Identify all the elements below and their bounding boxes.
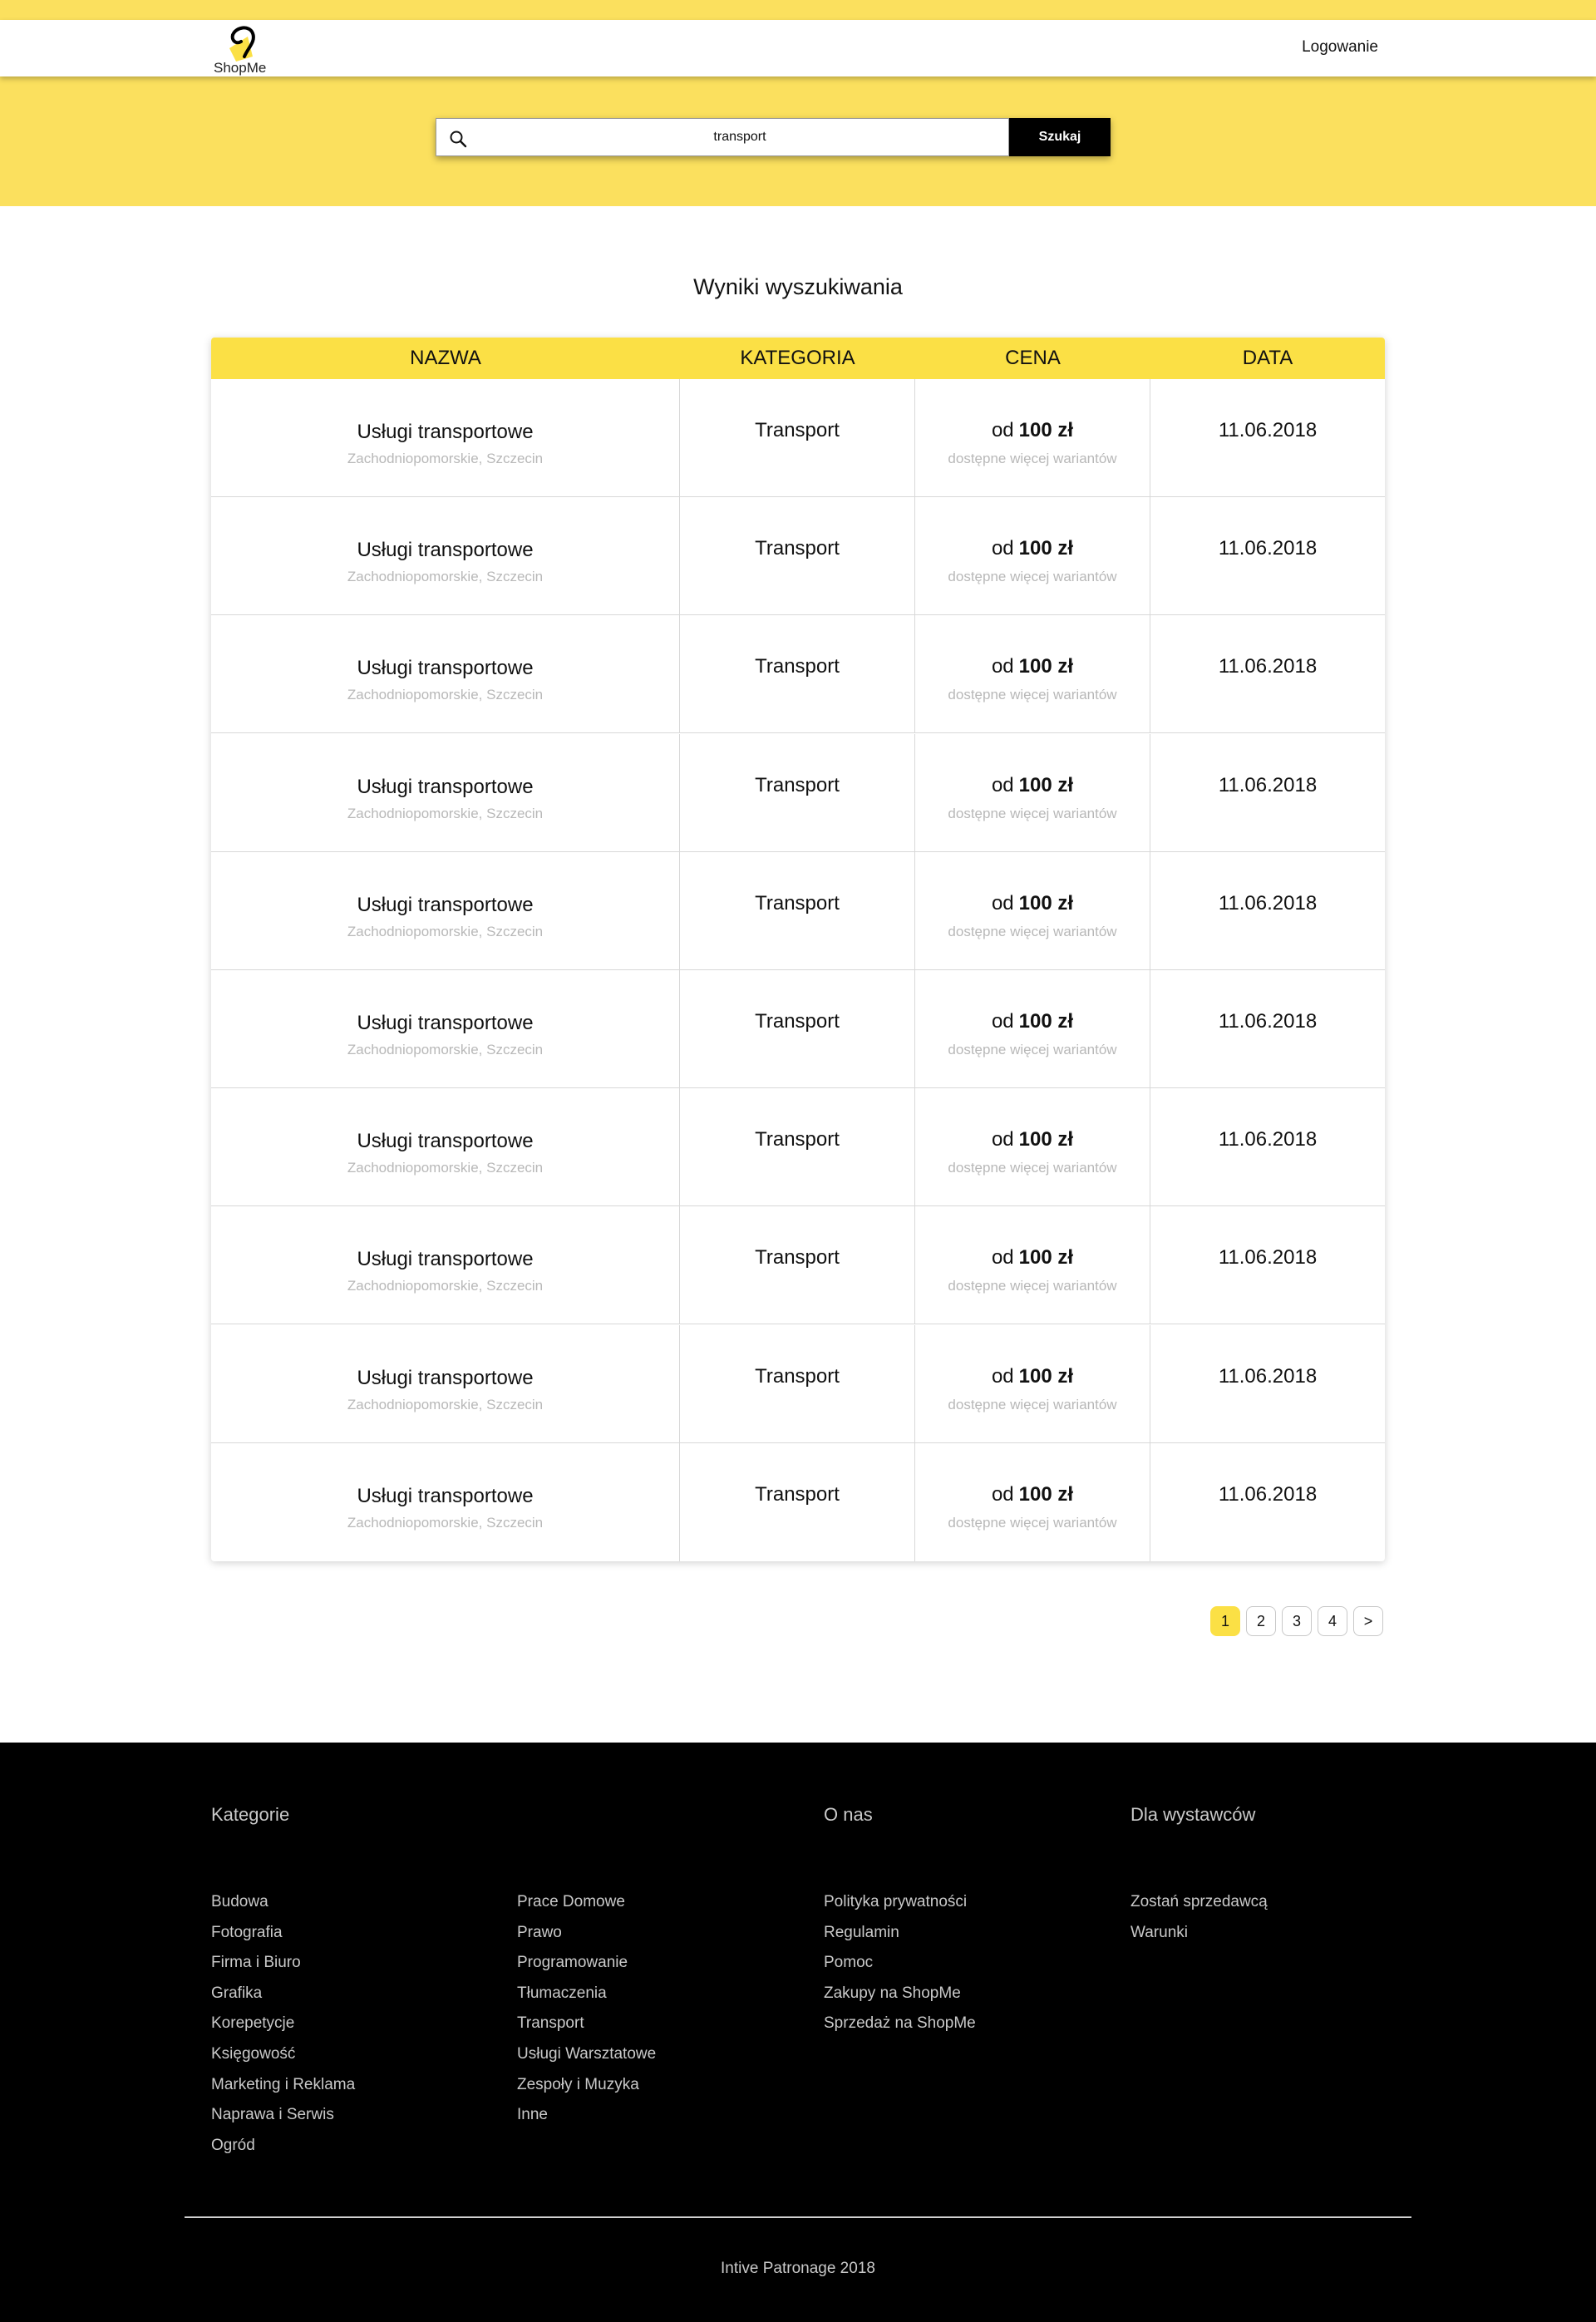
price-variants-note: dostępne więcej wariantów xyxy=(948,451,1117,466)
listing-price xyxy=(915,655,1150,678)
cell-name xyxy=(211,379,680,497)
cell-price xyxy=(915,1088,1150,1206)
footer-category-link[interactable]: Księgowość xyxy=(211,2044,296,2063)
listing-location: Zachodniopomorskie, Szczecin xyxy=(347,569,544,585)
table-row[interactable] xyxy=(211,852,1385,970)
column-header-price: CENA xyxy=(1005,347,1061,369)
price-prefix: od xyxy=(991,537,1014,560)
listing-date: 11.06.2018 xyxy=(1218,1246,1318,1269)
cell-date xyxy=(1150,1325,1385,1443)
listing-location: Zachodniopomorskie, Szczecin xyxy=(347,1042,544,1057)
pagination xyxy=(1210,1606,1383,1636)
listing-category: Transport xyxy=(755,1364,840,1388)
column-header-name: NAZWA xyxy=(410,347,481,369)
table-row[interactable] xyxy=(211,1088,1385,1206)
cell-category xyxy=(680,1088,915,1206)
footer-category-link[interactable]: Programowanie xyxy=(517,1954,628,1972)
footer-category-link[interactable]: Usługi Warsztatowe xyxy=(517,2044,657,2063)
logo-text: ShopMe xyxy=(214,60,267,76)
site-header xyxy=(0,20,1596,76)
cell-name xyxy=(211,1325,680,1443)
listing-category: Transport xyxy=(755,1128,840,1151)
price-variants-note: dostępne więcej wariantów xyxy=(948,1396,1117,1412)
cell-name xyxy=(211,497,680,615)
footer-divider xyxy=(185,2216,1411,2218)
footer-about-column xyxy=(824,1887,976,2039)
cell-category xyxy=(680,734,915,852)
listing-price xyxy=(915,1483,1150,1506)
footer-about-link[interactable]: Pomoc xyxy=(824,1954,874,1972)
price-prefix: od xyxy=(991,1010,1014,1033)
listing-location: Zachodniopomorskie, Szczecin xyxy=(347,923,544,939)
cell-price xyxy=(915,1206,1150,1324)
listing-name[interactable]: Usługi transportowe xyxy=(357,1130,534,1153)
listing-price xyxy=(915,1010,1150,1033)
results-table xyxy=(211,338,1385,1561)
listing-date: 11.06.2018 xyxy=(1218,655,1318,678)
cell-name xyxy=(211,970,680,1088)
cell-name xyxy=(211,1088,680,1206)
listing-location: Zachodniopomorskie, Szczecin xyxy=(347,1396,544,1412)
footer-exhibitors-link[interactable]: Zostań sprzedawcą xyxy=(1130,1893,1268,1910)
column-header-category: KATEGORIA xyxy=(740,347,855,369)
price-prefix: od xyxy=(991,655,1014,678)
page-button-1[interactable]: 1 xyxy=(1210,1606,1240,1636)
cell-name xyxy=(211,615,680,733)
listing-name[interactable]: Usługi transportowe xyxy=(357,1484,534,1507)
table-row[interactable] xyxy=(211,615,1385,733)
cell-price xyxy=(915,852,1150,970)
cell-name xyxy=(211,734,680,852)
price-variants-note: dostępne więcej wariantów xyxy=(948,569,1117,585)
price-amount: 100 zł xyxy=(1018,537,1074,560)
listing-category: Transport xyxy=(755,773,840,796)
footer-categories-title: Kategorie xyxy=(211,1804,290,1825)
listing-price xyxy=(915,419,1150,442)
listing-date: 11.06.2018 xyxy=(1218,537,1318,560)
cell-date xyxy=(1150,497,1385,615)
footer-about-title: O nas xyxy=(824,1804,873,1825)
price-prefix: od xyxy=(991,891,1014,915)
cell-category xyxy=(680,615,915,733)
listing-price xyxy=(915,1128,1150,1151)
results-title: Wyniki wyszukiwania xyxy=(693,274,903,299)
listing-location: Zachodniopomorskie, Szczecin xyxy=(347,451,544,466)
cell-category xyxy=(680,1443,915,1561)
footer-exhibitors-column xyxy=(1130,1887,1268,1948)
table-row[interactable] xyxy=(211,1206,1385,1324)
listing-category: Transport xyxy=(755,537,840,560)
listing-name[interactable]: Usługi transportowe xyxy=(357,421,534,443)
cell-category xyxy=(680,970,915,1088)
footer-category-link[interactable]: Inne xyxy=(517,2106,548,2124)
price-variants-note: dostępne więcej wariantów xyxy=(948,1160,1117,1176)
listing-date: 11.06.2018 xyxy=(1218,1364,1318,1388)
footer-categories-column-1 xyxy=(211,1887,355,2161)
listing-price xyxy=(915,537,1150,560)
listing-category: Transport xyxy=(755,419,840,441)
cell-price xyxy=(915,1443,1150,1561)
cell-price xyxy=(915,615,1150,733)
listing-name[interactable]: Usługi transportowe xyxy=(357,893,534,916)
footer-category-link[interactable]: Grafika xyxy=(211,1984,263,2002)
listing-date: 11.06.2018 xyxy=(1218,1482,1318,1506)
price-amount: 100 zł xyxy=(1018,655,1074,678)
page-button-4[interactable]: 4 xyxy=(1318,1606,1347,1636)
listing-price xyxy=(915,1365,1150,1388)
cell-date xyxy=(1150,852,1385,970)
footer-categories-column-2 xyxy=(517,1887,656,2131)
footer-category-link[interactable]: Ogród xyxy=(211,2136,255,2154)
listing-date: 11.06.2018 xyxy=(1218,419,1318,441)
footer-category-link[interactable]: Prawo xyxy=(517,1923,562,1941)
login-link[interactable]: Logowanie xyxy=(1302,38,1378,56)
listing-price xyxy=(915,1246,1150,1269)
footer-exhibitors-title: Dla wystawców xyxy=(1130,1804,1256,1825)
search-icon xyxy=(448,129,468,149)
listing-date: 11.06.2018 xyxy=(1218,1010,1318,1033)
table-row[interactable] xyxy=(211,734,1385,852)
cell-price xyxy=(915,734,1150,852)
price-variants-note: dostępne więcej wariantów xyxy=(948,1042,1117,1057)
footer-category-link[interactable]: Marketing i Reklama xyxy=(211,2075,356,2093)
cell-category xyxy=(680,852,915,970)
site-footer xyxy=(0,1743,1596,2322)
table-row[interactable] xyxy=(211,379,1385,497)
cell-date xyxy=(1150,970,1385,1088)
cell-date xyxy=(1150,1088,1385,1206)
price-prefix: od xyxy=(991,773,1014,796)
listing-category: Transport xyxy=(755,1482,840,1506)
search-button[interactable]: Szukaj xyxy=(1009,118,1111,156)
table-row[interactable] xyxy=(211,497,1385,615)
footer-category-link[interactable]: Budowa xyxy=(211,1893,268,1910)
listing-location: Zachodniopomorskie, Szczecin xyxy=(347,687,544,703)
price-amount: 100 zł xyxy=(1018,1246,1074,1269)
price-amount: 100 zł xyxy=(1018,1128,1074,1151)
footer-copyright: Intive Patronage 2018 xyxy=(721,2260,875,2277)
price-amount: 100 zł xyxy=(1018,1364,1074,1388)
price-variants-note: dostępne więcej wariantów xyxy=(948,1278,1117,1294)
cell-name xyxy=(211,852,680,970)
next-page-button[interactable]: > xyxy=(1353,1606,1383,1636)
footer-category-link[interactable]: Firma i Biuro xyxy=(211,1954,301,1972)
footer-category-link[interactable]: Fotografia xyxy=(211,1923,283,1941)
listing-name[interactable]: Usługi transportowe xyxy=(357,539,534,562)
listing-name[interactable]: Usługi transportowe xyxy=(357,775,534,798)
cell-date xyxy=(1150,734,1385,852)
table-row[interactable] xyxy=(211,970,1385,1088)
footer-about-link[interactable]: Sprzedaż na ShopMe xyxy=(824,2014,976,2033)
search-field-wrapper xyxy=(436,118,1009,156)
footer-about-link[interactable]: Regulamin xyxy=(824,1923,899,1941)
cell-price xyxy=(915,1325,1150,1443)
listing-date: 11.06.2018 xyxy=(1218,891,1318,915)
cell-price xyxy=(915,970,1150,1088)
footer-category-link[interactable]: Prace Domowe xyxy=(517,1893,625,1910)
footer-category-link[interactable]: Tłumaczenia xyxy=(517,1984,607,2002)
listing-name[interactable]: Usługi transportowe xyxy=(357,657,534,680)
footer-category-link[interactable]: Naprawa i Serwis xyxy=(211,2106,334,2124)
price-amount: 100 zł xyxy=(1018,773,1074,796)
footer-exhibitors-link[interactable]: Warunki xyxy=(1130,1923,1188,1941)
price-amount: 100 zł xyxy=(1018,419,1074,441)
listing-location: Zachodniopomorskie, Szczecin xyxy=(347,1160,544,1176)
cell-price xyxy=(915,497,1150,615)
table-row[interactable] xyxy=(211,1443,1385,1561)
column-header-date: DATA xyxy=(1242,347,1293,369)
listing-category: Transport xyxy=(755,891,840,915)
listing-category: Transport xyxy=(755,1010,840,1033)
footer-about-link[interactable]: Polityka prywatności xyxy=(824,1893,968,1910)
table-header xyxy=(211,338,1385,379)
page-button-3[interactable]: 3 xyxy=(1282,1606,1312,1636)
price-prefix: od xyxy=(991,1364,1014,1388)
listing-date: 11.06.2018 xyxy=(1218,1128,1318,1151)
price-variants-note: dostępne więcej wariantów xyxy=(948,687,1117,703)
listing-category: Transport xyxy=(755,655,840,678)
cell-price xyxy=(915,379,1150,497)
table-row[interactable] xyxy=(211,1325,1385,1443)
listing-name[interactable]: Usługi transportowe xyxy=(357,1248,534,1271)
footer-about-link[interactable]: Zakupy na ShopMe xyxy=(824,1984,961,2002)
cell-date xyxy=(1150,379,1385,497)
listing-location: Zachodniopomorskie, Szczecin xyxy=(347,1278,544,1294)
cell-category xyxy=(680,1325,915,1443)
price-prefix: od xyxy=(991,1246,1014,1269)
search-bar xyxy=(436,118,1111,156)
cell-category xyxy=(680,379,915,497)
listing-name[interactable]: Usługi transportowe xyxy=(357,1366,534,1389)
listing-price xyxy=(915,892,1150,915)
price-prefix: od xyxy=(991,1128,1014,1151)
listing-category: Transport xyxy=(755,1246,840,1269)
cell-name xyxy=(211,1443,680,1561)
cell-name xyxy=(211,1206,680,1324)
footer-category-link[interactable]: Zespoły i Muzyka xyxy=(517,2075,639,2093)
cell-date xyxy=(1150,615,1385,733)
price-variants-note: dostępne więcej wariantów xyxy=(948,1514,1117,1531)
cell-category xyxy=(680,497,915,615)
price-variants-note: dostępne więcej wariantów xyxy=(948,805,1117,821)
price-amount: 100 zł xyxy=(1018,891,1074,915)
listing-location: Zachodniopomorskie, Szczecin xyxy=(347,1514,544,1531)
price-amount: 100 zł xyxy=(1018,1010,1074,1033)
price-prefix: od xyxy=(991,1482,1014,1506)
listing-date: 11.06.2018 xyxy=(1218,773,1318,796)
footer-category-link[interactable]: Transport xyxy=(517,2014,584,2033)
listing-price xyxy=(915,774,1150,797)
price-amount: 100 zł xyxy=(1018,1482,1074,1506)
price-variants-note: dostępne więcej wariantów xyxy=(948,923,1117,939)
listing-location: Zachodniopomorskie, Szczecin xyxy=(347,805,544,821)
cell-date xyxy=(1150,1206,1385,1324)
listing-name[interactable]: Usługi transportowe xyxy=(357,1012,534,1034)
price-prefix: od xyxy=(991,419,1014,441)
footer-category-link[interactable]: Korepetycje xyxy=(211,2014,295,2033)
cell-date xyxy=(1150,1443,1385,1561)
cell-category xyxy=(680,1206,915,1324)
search-input[interactable] xyxy=(478,119,1002,155)
page-button-2[interactable]: 2 xyxy=(1246,1606,1276,1636)
top-accent-strip xyxy=(0,0,1596,20)
